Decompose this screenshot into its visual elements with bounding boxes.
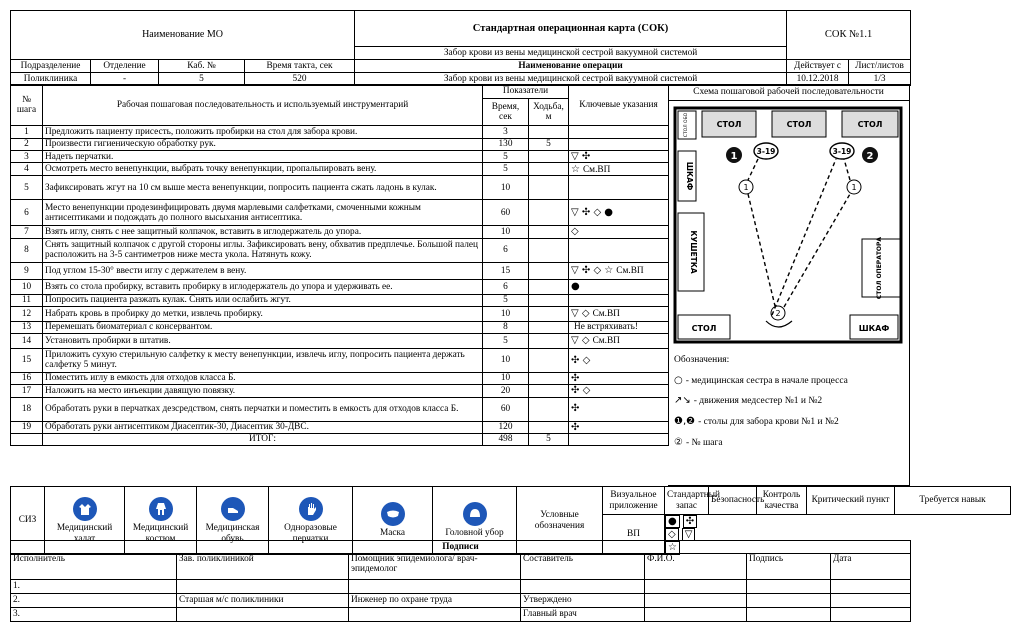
sig-head: Зав. поликлиникой <box>177 554 349 580</box>
signatures-title: Подписи <box>11 541 911 554</box>
step-text: Обработать руки антисептиком Диасептик-30, Диасептик 30-ДВС. <box>43 421 483 433</box>
takt-value: 520 <box>245 73 355 86</box>
time-header: Время, сек <box>483 99 529 126</box>
step-text: Приложить сухую стерильную салфетку к месту венепункции, извлечь иглу, попросить пациента держать салфетку 5 минут. <box>43 348 483 372</box>
step-key-notes <box>569 321 669 333</box>
signature-row <box>11 608 911 622</box>
step-note: См.ВП <box>582 164 611 175</box>
sig-date: Дата <box>831 554 911 580</box>
total-time: 498 <box>483 434 529 446</box>
valid-date: 10.12.2018 <box>787 73 849 86</box>
step-row <box>11 262 669 279</box>
table-number-icon: ❶,❷ <box>674 415 696 427</box>
step-row <box>11 397 669 421</box>
step-row <box>11 306 669 321</box>
operator-table-label: СТОЛ ОПЕРАТОРА <box>876 236 883 300</box>
step-walk <box>529 306 569 321</box>
step-number: 18 <box>11 397 43 421</box>
step-walk <box>529 126 569 139</box>
step-symbols-icon: ◇ <box>571 226 579 238</box>
step-text: Снять защитный колпачок с другой стороны иглы. Зафиксировать вену, обхватив предплечье. Большой палец расположить на 3-5 сантиметров ниже места укола. Натянуть кожу. <box>43 238 483 262</box>
ppe-suit: Медицинский костюм <box>125 487 197 555</box>
step-time: 20 <box>483 385 529 397</box>
step-time: 10 <box>483 348 529 372</box>
signature-cell <box>645 580 747 594</box>
step-symbols-icon: ✣ ◇ <box>571 385 591 397</box>
step-number: 19 <box>11 421 43 433</box>
step-note: См.ВП <box>616 266 644 277</box>
step-time: 8 <box>483 321 529 333</box>
signature-cell: Главный врач <box>521 608 645 622</box>
signatures-table <box>10 540 911 622</box>
card-number: СОК №1.1 <box>787 11 911 60</box>
step-text: Место венепункции продезинфицировать двумя марлевыми салфетками, смоченными кожным антисептиками и подождать до полного высыхания антисептика. <box>43 200 483 226</box>
steps-table <box>10 84 669 446</box>
gloves-icon <box>299 497 323 521</box>
symbol-safety-icon: ✣ <box>683 515 697 528</box>
step-time: 120 <box>483 421 529 433</box>
step-number: 3 <box>11 151 43 163</box>
step-key-notes <box>569 421 669 433</box>
cond-quality: Контроль качества <box>757 487 807 515</box>
step-number: 17 <box>11 385 43 397</box>
step-note: Не встряхивать! <box>574 322 638 333</box>
step-key-notes <box>569 200 669 226</box>
movement-paths <box>748 159 850 315</box>
card-title: Стандартная операционная карта (СОК) <box>355 11 787 47</box>
step-walk <box>529 238 569 262</box>
step-text: Взять иглу, снять с нее защитный колпачок, вставить в иглодержатель до упора. <box>43 226 483 238</box>
cond-label: Условные обозначения <box>517 487 603 555</box>
step-time: 130 <box>483 139 529 151</box>
signature-cell <box>831 580 911 594</box>
step-text: Под углом 15-30° ввести иглу с держателем в вену. <box>43 262 483 279</box>
step-time: 10 <box>483 176 529 200</box>
step-walk <box>529 294 569 306</box>
step-walk <box>529 372 569 384</box>
room-walls <box>675 108 901 342</box>
room-value: 5 <box>159 73 245 86</box>
step-number: 14 <box>11 333 43 348</box>
step-key-notes <box>569 262 669 279</box>
signature-cell <box>747 608 831 622</box>
card-subtitle: Забор крови из вены медицинской сестрой вакуумной системой <box>355 47 787 60</box>
table-2-label: СТОЛ <box>786 120 812 129</box>
step-row <box>11 348 669 372</box>
step-key-notes <box>569 294 669 306</box>
seat-2-label: 2 <box>866 151 874 162</box>
step-number: 13 <box>11 321 43 333</box>
ppe-mask: Маска <box>353 487 433 555</box>
symbol-skill-icon: ☆ <box>665 541 680 554</box>
sig-signature: Подпись <box>747 554 831 580</box>
org-label: Наименование МО <box>11 11 355 60</box>
step-key-notes <box>569 226 669 238</box>
step-row <box>11 163 669 176</box>
table-3-label: СТОЛ <box>857 120 883 129</box>
sig-epid: Помощник эпидемиолога/ врач-эпидемолог <box>349 554 521 580</box>
step-text: Взять со стола пробирку, вставить пробирку в иглодержатель до упора и удерживать ее. <box>43 279 483 294</box>
step-time: 5 <box>483 163 529 176</box>
step-time: 3 <box>483 126 529 139</box>
signature-cell <box>645 594 747 608</box>
step-time: 6 <box>483 238 529 262</box>
work-header: Рабочая пошаговая последовательность и используемый инструментарий <box>43 85 483 126</box>
signature-cell <box>831 608 911 622</box>
signature-cell: Утверждено <box>521 594 645 608</box>
total-walk: 5 <box>529 434 569 446</box>
sig-fio: Ф.И.О. <box>645 554 747 580</box>
step-walk <box>529 421 569 433</box>
cabinet-left-label: ШКАФ <box>685 161 694 191</box>
nurse-start-icon: ○ <box>674 374 683 386</box>
step-row <box>11 321 669 333</box>
step-row <box>11 421 669 433</box>
step-key-notes <box>569 126 669 139</box>
step-row <box>11 126 669 139</box>
step-symbols-icon: ▽ ✣ ◇ ● <box>571 207 614 219</box>
movement-arrow-icon: ↗↘ <box>674 395 691 407</box>
header-table <box>10 10 911 86</box>
step-symbols-icon: ☆ <box>571 163 580 175</box>
step-2-label: 2 <box>775 309 781 318</box>
signature-cell <box>831 594 911 608</box>
step-key-notes <box>569 238 669 262</box>
sink <box>766 321 792 327</box>
step-symbols-icon: ▽ ✣ ◇ ☆ <box>571 265 614 277</box>
step-walk <box>529 321 569 333</box>
step-walk: 5 <box>529 139 569 151</box>
step-number: 12 <box>11 306 43 321</box>
step-text: Произвести гигиеническую обработку рук. <box>43 139 483 151</box>
step-text: Надеть перчатки. <box>43 151 483 163</box>
step-time: 6 <box>483 279 529 294</box>
step-row <box>11 176 669 200</box>
signature-cell <box>177 608 349 622</box>
step-symbols-icon: ✣ <box>571 372 580 384</box>
step-walk <box>529 151 569 163</box>
step-walk <box>529 385 569 397</box>
step-number: 5 <box>11 176 43 200</box>
key-header: Ключевые указания <box>569 85 669 126</box>
step-time: 15 <box>483 262 529 279</box>
step-row <box>11 333 669 348</box>
step-row <box>11 294 669 306</box>
workflow-scheme <box>668 84 910 486</box>
step-1-left-label: 1 <box>743 183 749 192</box>
ppe-cap: Головной убор <box>433 487 517 555</box>
indicators-header: Показатели <box>483 85 569 99</box>
step-walk <box>529 348 569 372</box>
cond-visual: Визуальное приложение <box>603 487 665 515</box>
step-time: 10 <box>483 226 529 238</box>
total-label: ИТОГ: <box>43 434 483 446</box>
signature-cell <box>521 580 645 594</box>
legend-item-step: ② - № шага <box>674 436 723 448</box>
valid-label: Действует с <box>787 60 849 73</box>
mask-icon <box>381 502 405 526</box>
step-num-header: № шага <box>11 85 43 126</box>
signature-cell <box>747 580 831 594</box>
step-text: Набрать кровь в пробирку до метки, извлечь пробирку. <box>43 306 483 321</box>
step-row <box>11 151 669 163</box>
step-key-notes <box>569 372 669 384</box>
step-key-notes <box>569 176 669 200</box>
step-key-notes <box>569 397 669 421</box>
cap-icon <box>463 502 487 526</box>
step-text: Перемешать биоматериал с консервантом. <box>43 321 483 333</box>
step-text: Предложить пациенту присесть, положить пробирки на стол для забора крови. <box>43 126 483 139</box>
step-symbols-icon: ▽ ◇ <box>571 308 590 320</box>
step-key-notes <box>569 279 669 294</box>
couch-label: КУШЕТКА <box>689 230 698 274</box>
sig-executor: Исполнитель <box>11 554 177 580</box>
step-note: См.ВП <box>592 309 620 320</box>
signature-cell: 1. <box>11 580 177 594</box>
col-room: Каб. № <box>159 60 245 73</box>
step-key-notes <box>569 139 669 151</box>
step-row <box>11 139 669 151</box>
step-number: 7 <box>11 226 43 238</box>
step-number: 16 <box>11 372 43 384</box>
signature-cell: Старшая м/с поликлиники <box>177 594 349 608</box>
step-symbols-icon: ▽ ◇ <box>571 335 590 347</box>
table-4-label: СТОЛ <box>691 324 717 333</box>
step-symbols-icon: ✣ <box>571 421 580 433</box>
table-1-label: СТОЛ <box>716 120 742 129</box>
step-text: Обработать руки в перчатках дезсредством, снять перчатки и поместить в емкость для отходов класса Б. <box>43 397 483 421</box>
sheet-label: Лист/листов <box>849 60 911 73</box>
step-key-notes <box>569 151 669 163</box>
step-key-notes <box>569 306 669 321</box>
step-row <box>11 372 669 384</box>
step-number: 2 <box>11 139 43 151</box>
step-number: 9 <box>11 262 43 279</box>
step-row <box>11 385 669 397</box>
step-walk <box>529 163 569 176</box>
cabinet-right-label: ШКАФ <box>858 324 890 333</box>
step-number: 15 <box>11 348 43 372</box>
op-name: Забор крови из вены медицинской сестрой вакуумной системой <box>355 73 787 86</box>
cond-critical: Критический пункт <box>807 487 895 515</box>
step-text: Осмотреть место венепункции, выбрать точку венепункции, пропальпировать вену. <box>43 163 483 176</box>
department-value: - <box>91 73 159 86</box>
step-walk <box>529 200 569 226</box>
sheet-value: 1/3 <box>849 73 911 86</box>
step-row <box>11 238 669 262</box>
step-walk <box>529 226 569 238</box>
walk-header: Ходьба, м <box>529 99 569 126</box>
signature-row <box>11 580 911 594</box>
symbol-quality-icon: ◇ <box>665 528 679 541</box>
legend <box>674 355 906 457</box>
step-row <box>11 200 669 226</box>
cond-standard: Стандартный запас <box>665 487 709 515</box>
step-time: 5 <box>483 294 529 306</box>
step-key-notes <box>569 163 669 176</box>
signature-cell <box>645 608 747 622</box>
step-number: 10 <box>11 279 43 294</box>
step-time: 10 <box>483 306 529 321</box>
symbol-visual: ВП <box>603 515 665 555</box>
op-label: Наименование операции <box>355 60 787 73</box>
signature-cell <box>747 594 831 608</box>
step-row <box>11 226 669 238</box>
step-symbols-icon: ✣ ◇ <box>571 354 591 366</box>
step-walk <box>529 333 569 348</box>
signature-cell <box>349 608 521 622</box>
step-number-icon: ② <box>674 436 683 448</box>
step-text: Зафиксировать жгут на 10 см выше места венепункции, попросить пациента сжать ладонь в кулак. <box>43 176 483 200</box>
suit-icon <box>149 497 173 521</box>
ppe-gloves: Одноразовые перчатки <box>269 487 353 555</box>
step-key-notes <box>569 385 669 397</box>
shoes-icon <box>221 497 245 521</box>
step-number: 4 <box>11 163 43 176</box>
sig-compiler: Составитель <box>521 554 645 580</box>
step-text: Поместить иглу в емкость для отходов класса Б. <box>43 372 483 384</box>
room-plan <box>674 107 902 343</box>
step-walk <box>529 397 569 421</box>
ppe-label: СИЗ <box>11 487 45 555</box>
step-time: 60 <box>483 397 529 421</box>
signature-cell: 2. <box>11 594 177 608</box>
scheme-title: Схема пошаговой рабочей последовательности <box>668 85 909 101</box>
step-marker-a-label: 3-19 <box>756 147 776 156</box>
step-key-notes <box>569 333 669 348</box>
signature-cell: Инженер по охране труда <box>349 594 521 608</box>
step-walk <box>529 279 569 294</box>
step-symbols-icon: ● <box>571 281 580 293</box>
step-row <box>11 279 669 294</box>
signature-cell <box>177 580 349 594</box>
symbol-critical-icon: ▽ <box>682 528 696 541</box>
step-1-right-label: 1 <box>851 183 857 192</box>
col-department: Отделение <box>91 60 159 73</box>
signature-cell <box>349 580 521 594</box>
symbol-standard-icon: ● <box>665 515 680 528</box>
step-time: 10 <box>483 372 529 384</box>
step-number: 8 <box>11 238 43 262</box>
legend-item-movement: ↗↘ - движения медсестер №1 и №2 <box>674 395 823 407</box>
legend-title: Обозначения: <box>674 355 730 365</box>
step-number: 6 <box>11 200 43 226</box>
step-text: Установить пробирки в штатив. <box>43 333 483 348</box>
legend-item-nurse: ○ - медицинская сестра в начале процесса <box>674 374 848 386</box>
step-note: См.ВП <box>592 336 620 347</box>
step-symbols-icon: ✣ <box>571 403 580 415</box>
small-table-label: СТОЛ ОБО <box>684 112 689 138</box>
cond-safety: Безопасность <box>709 487 757 515</box>
legend-item-tables: ❶,❷ - столы для забора крови №1 и №2 <box>674 415 839 427</box>
coat-icon <box>73 497 97 521</box>
step-time: 5 <box>483 151 529 163</box>
step-walk <box>529 262 569 279</box>
col-division: Подразделение <box>11 60 91 73</box>
signature-row <box>11 594 911 608</box>
step-text: Попросить пациента разжать кулак. Снять или ослабить жгут. <box>43 294 483 306</box>
step-marker-b-label: 3-19 <box>832 147 852 156</box>
step-key-notes <box>569 348 669 372</box>
seat-1-label: 1 <box>730 151 738 162</box>
step-number: 1 <box>11 126 43 139</box>
division-value: Поликлиника <box>11 73 91 86</box>
ppe-shoes: Медицинская обувь <box>197 487 269 555</box>
step-number: 11 <box>11 294 43 306</box>
signature-cell: 3. <box>11 608 177 622</box>
step-walk <box>529 176 569 200</box>
col-takt: Время такта, сек <box>245 60 355 73</box>
cond-skill: Требуется навык <box>895 487 1011 515</box>
step-symbols-icon: ▽ ✣ <box>571 151 591 162</box>
step-text: Наложить на место инъекции давящую повязку. <box>43 385 483 397</box>
step-time: 60 <box>483 200 529 226</box>
ppe-coat: Медицинский халат <box>45 487 125 555</box>
step-time: 5 <box>483 333 529 348</box>
